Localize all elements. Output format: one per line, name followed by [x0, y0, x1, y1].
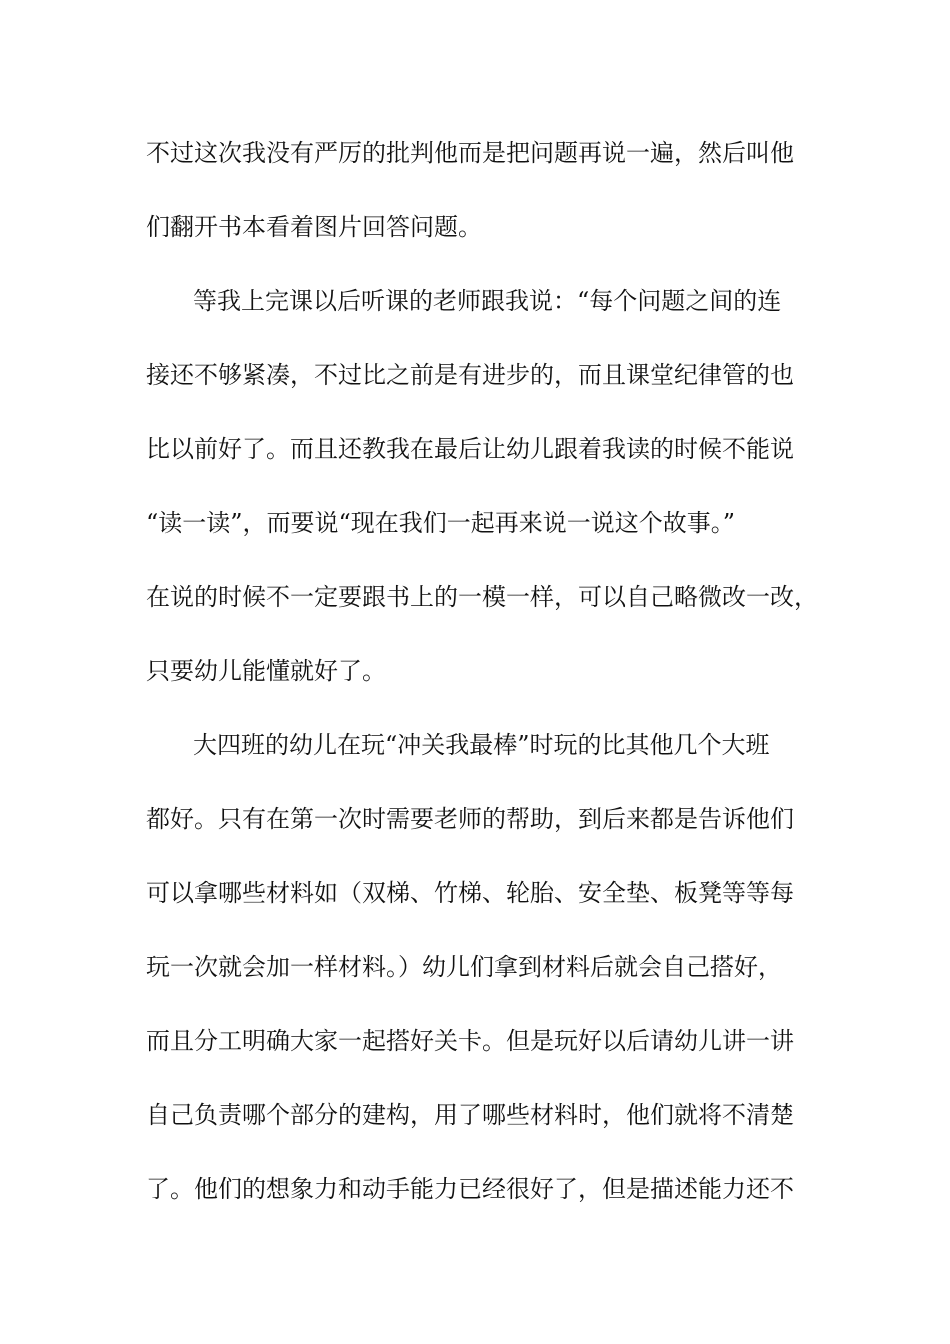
text-line: 在说的时候不一定要跟书上的一模一样，可以自己略微改一改，: [146, 583, 818, 611]
text-line: 不过这次我没有严厉的批判他而是把问题再说一遍，然后叫他: [146, 139, 794, 167]
text-line: 接还不够紧凑，不过比之前是有进步的，而且课堂纪律管的也: [146, 361, 794, 389]
text-line: 只要幼儿能懂就好了。: [146, 657, 386, 685]
text-line: 大四班的幼儿在玩“冲关我最棒”时玩的比其他几个大班: [193, 731, 770, 759]
text-line: 玩一次就会加一样材料。）幼儿们拿到材料后就会自己搭好，: [146, 953, 782, 981]
text-line: 自己负责哪个部分的建构，用了哪些材料时，他们就将不清楚: [146, 1101, 794, 1129]
text-line: 都好。只有在第一次时需要老师的帮助，到后来都是告诉他们: [146, 805, 794, 833]
text-line: 了。他们的想象力和动手能力已经很好了，但是描述能力还不: [146, 1175, 794, 1203]
text-line: 可以拿哪些材料如（双梯、竹梯、轮胎、安全垫、板凳等等每: [146, 879, 794, 907]
text-line: “读一读”，而要说“现在我们一起再来说一说这个故事。”: [146, 509, 736, 537]
text-line: 比以前好了。而且还教我在最后让幼儿跟着我读的时候不能说: [146, 435, 794, 463]
text-line: 等我上完课以后听课的老师跟我说：“每个问题之间的连: [193, 287, 782, 315]
text-line: 而且分工明确大家一起搭好关卡。但是玩好以后请幼儿讲一讲: [146, 1027, 794, 1055]
text-line: 们翻开书本看着图片回答问题。: [146, 213, 482, 241]
